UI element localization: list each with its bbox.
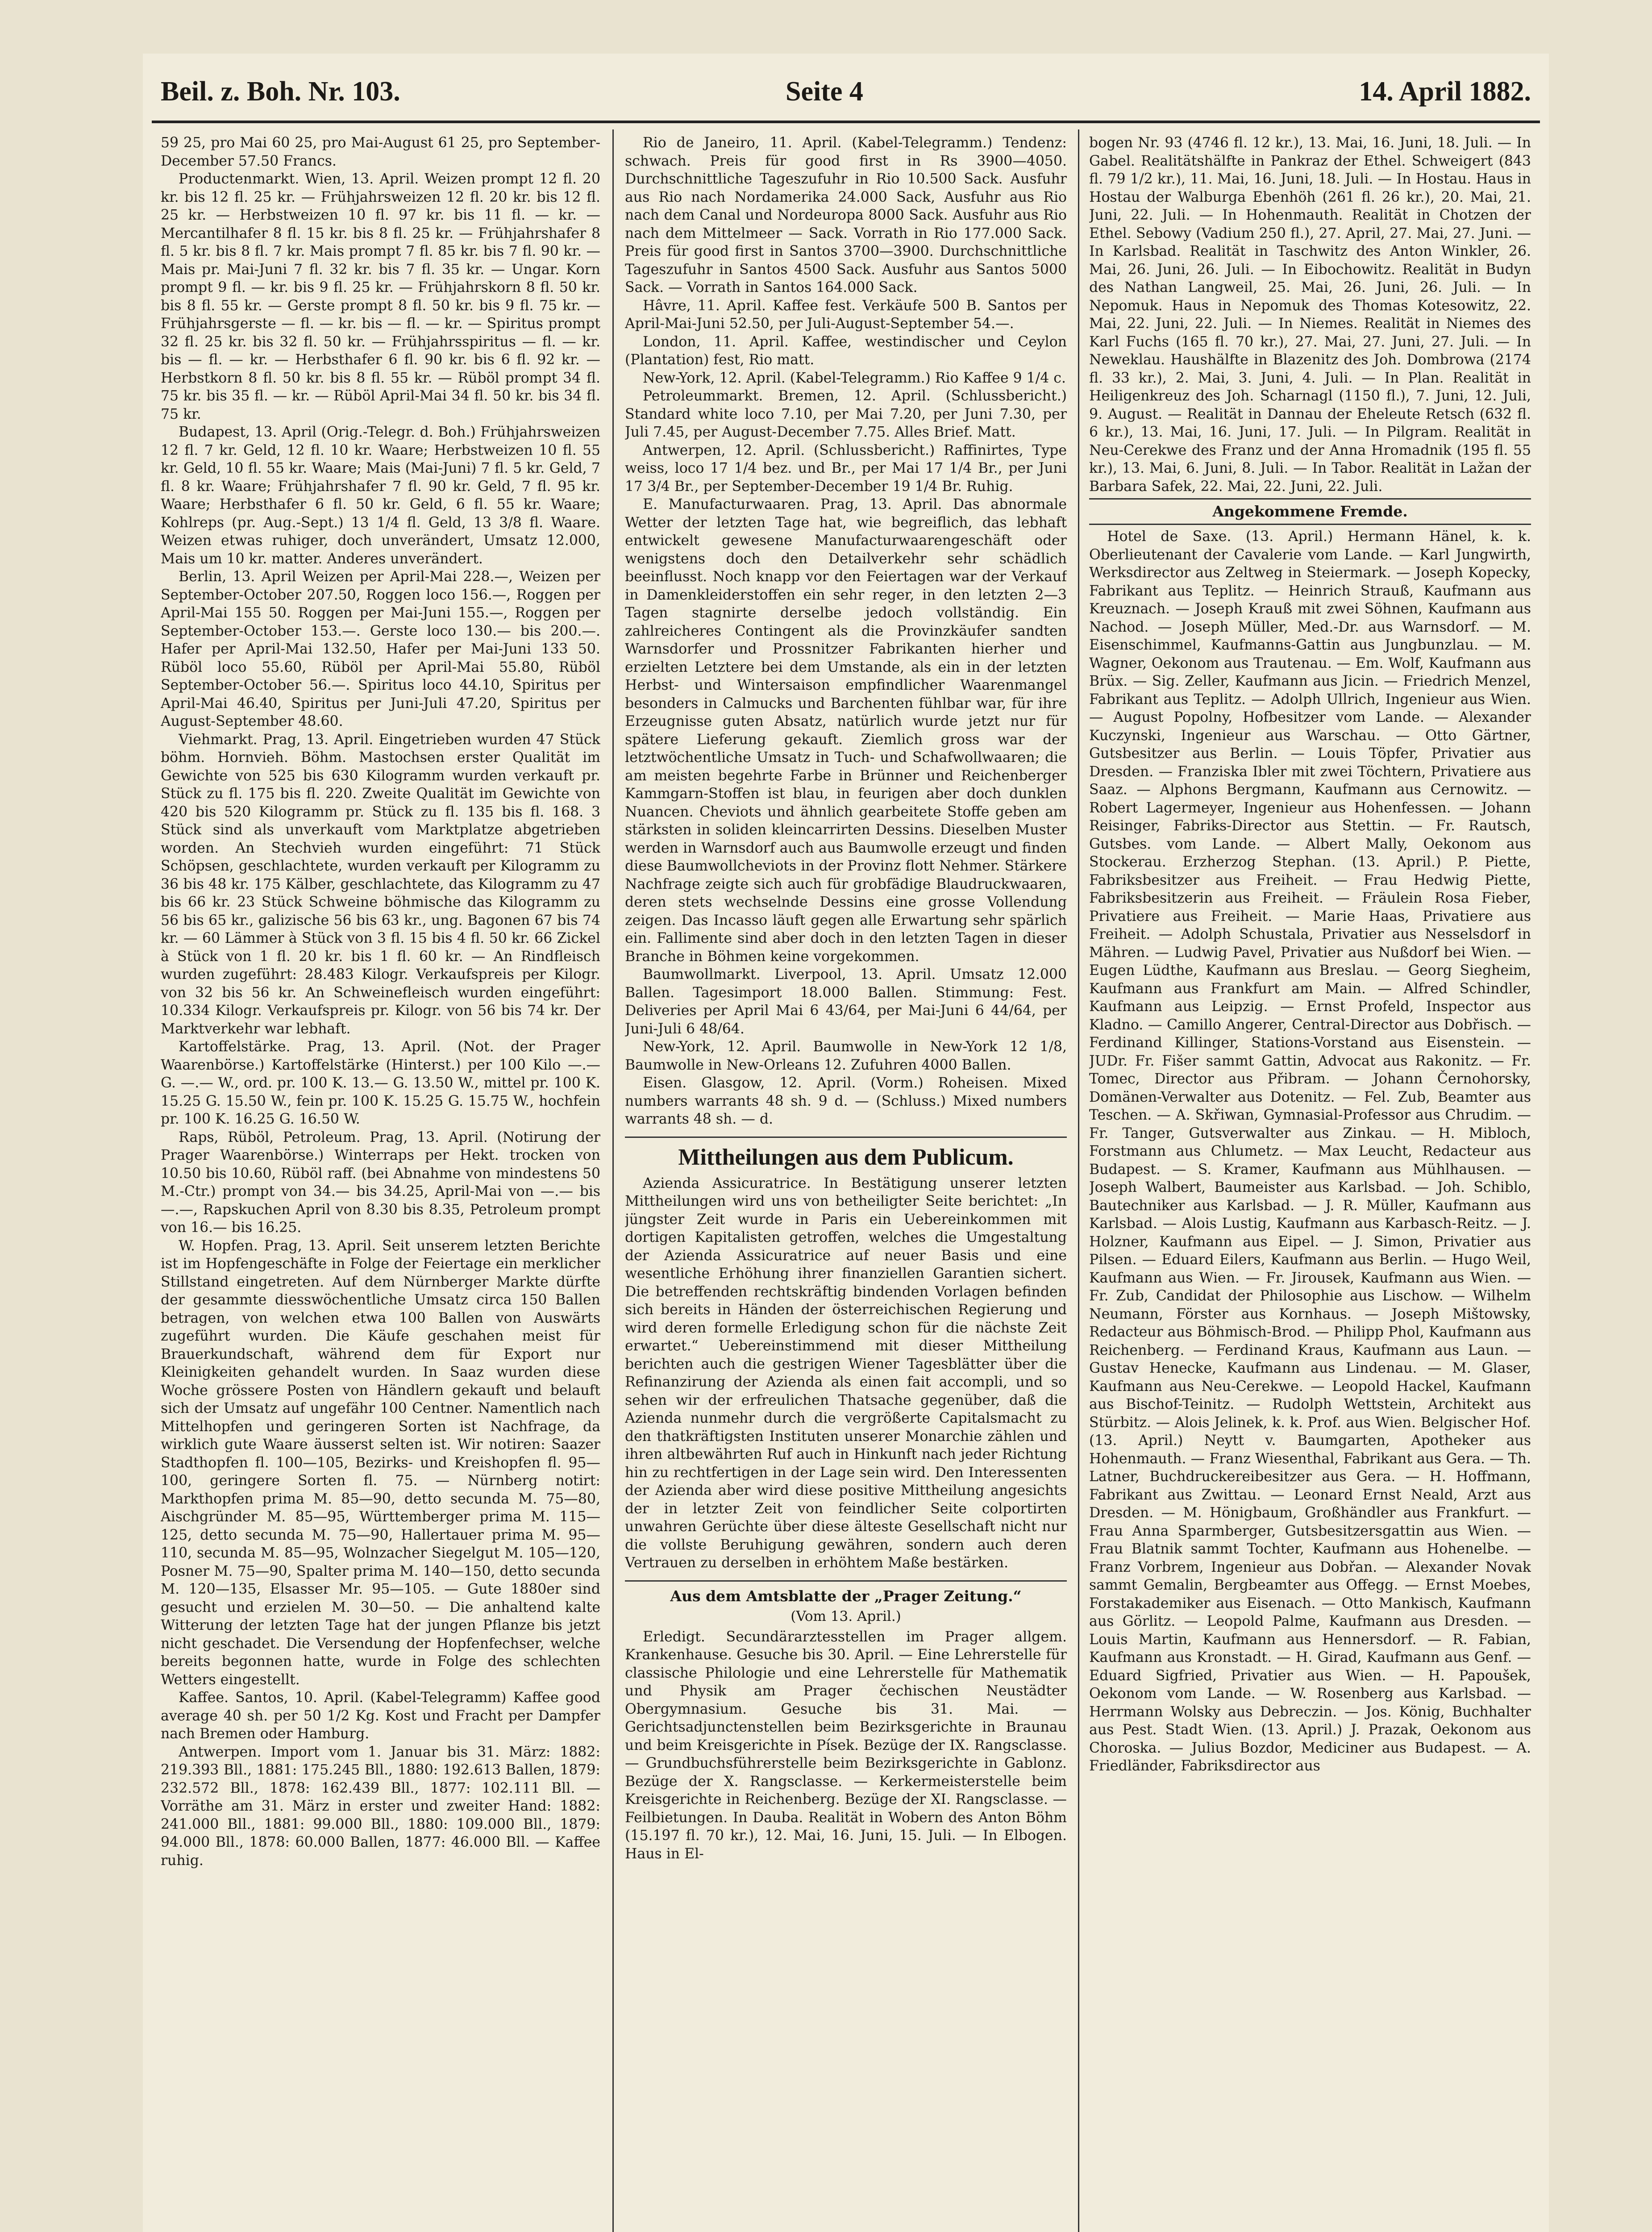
paragraph-kartoffelstaerke: Kartoffelstärke. Prag, 13. April. (Not. der Prager Waarenbörse.) Kartoffelstärke (Hinterst.) per 100 Kilo —.— G. —.— W., ord. pr. 100 K. 13.— G. 13.50 W., mittel pr. 100 K. 15.25 G. 15.50 W., fein pr. 100 K. 15.25 G. 15.75 W., hochfein pr. 100 K. 16.25 G. 16.50 W.	[161, 1039, 600, 1127]
paragraph-wien-products: Productenmarkt. Wien, 13. April. Weizen prompt 12 fl. 20 kr. bis 12 fl. 25 kr. — Frühjahrsweizen 12 fl. 20 kr. bis 12 fl. 25 kr. — Herbstweizen 10 fl. 97 kr. bis 11 fl. — kr. — Mercantilhafer 8 fl. 15 kr. bis 8 fl. 25 kr. — Frühjahrshafer 8 fl. 5 kr. bis 8 fl. 7 kr. Mais prompt 7 fl. 85 kr. bis 7 fl. 90 kr. — Mais pr. Mai-Juni 7 fl. 32 kr. bis 7 fl. 35 kr. — Ungar. Korn prompt 9 fl. — kr. bis 9 fl. 25 kr. — Frühjahrskorn 8 fl. 50 kr. bis 8 fl. 55 kr. — Gerste prompt 8 fl. 50 kr. bis 9 fl. 75 kr. — Frühjahrsgerste — fl. — kr. bis — fl. — kr. — Spiritus prompt 32 fl. 25 kr. bis 32 fl. 50 kr. — Frühjahrsspiritus — fl. — kr. bis — fl. — kr. — Herbsthafer 6 fl. 90 kr. bis 6 fl. 92 kr. — Herbstkorn 8 fl. 50 kr. bis 8 fl. 55 kr. — Rüböl prompt 34 fl. 75 kr. bis 35 fl. — kr. — Rüböl April-Mai 34 fl. 50 kr. bis 34 fl. 75 kr.	[161, 171, 600, 422]
section-rule	[1089, 524, 1531, 525]
paragraph-paris-close: 59 25, pro Mai 60 25, pro Mai-August 61 25, pro September- December 57.50 Francs.	[161, 135, 600, 169]
paragraph-newyork-kaffee: New-York, 12. April. (Kabel-Telegramm.) Rio Kaffee 9 1/4 c.	[643, 370, 1066, 386]
column-1-market-reports	[161, 134, 600, 2232]
paragraph-eisen: Eisen. Glasgow, 12. April. (Vorm.) Roheisen. Mixed numbers warrants 48 sh. 9 d. — (Schluss.) Mixed numbers warrants 48 sh. — d.	[625, 1075, 1067, 1127]
paragraph-london: London, 11. April. Kaffee, westindischer und Ceylon (Plantation) fest, Rio matt.	[625, 333, 1067, 368]
paragraph-manufacturwaaren: E. Manufacturwaaren. Prag, 13. April. Das abnormale Wetter der letzten Tage hat, wie begreiflich, das lebhaft entwickelt gewesene Manufacturwaarengeschäft oder wenigstens doch den Detailverkehr sehr schädlich beeinflusst. Noch knapp vor den Feiertagen war der Verkauf in Damenkleiderstoffen ein sehr reger, in den letzten 2—3 Tagen stagnirte derselbe jedoch vollständig. Ein zahlreicheres Contingent als die Provinzkäufer sandten Warnsdorfer und Prossnitzer Fabrikanten hierher und erzielten Letztere bei dem Umstande, als ein in der letzten Herbst- und Wintersaison empfindlicher Waarenmangel besonders in Calmucks und Barchenten fühlbar war, für ihre Erzeugnisse guten Absatz, natürlich wurde jetzt nur für spätere Lieferung gekauft. Ziemlich gross war der letztwöchentliche Umsatz in Tuch- und Schafwollwaaren; die am meisten begehrte Farbe in Brünner und Reichenberger Kammgarn-Stoffen ist blau, in feurigen aber doch dunklen Nuancen. Cheviots und ähnlich gearbeitete Stoffe geben am stärksten in soliden kleincarrirten Dessins. Dieselben Muster werden in Warnsdorf auch aus Baumwolle erzeugt und finden diese Baumwollcheviots in der Provinz flott Nehmer. Stärkere Nachfrage zeigte sich auch für grobfädige Blaudruckwaaren, deren stets wechselnde Dessins eine grosse Vollendung zeigen. Das Incasso läuft gegen alle Erwartung sehr spärlich ein. Fallimente sind aber doch in den letzten Tagen in dieser Branche in Böhmen keine vorgekommen.	[625, 496, 1067, 965]
column-divider-2	[1078, 129, 1079, 2232]
paragraph-havre: Hâvre, 11. April. Kaffee fest. Verkäufe 500 B. Santos per April-Mai-Juni 52.50, per Juli-August-September 54.—.	[625, 297, 1067, 332]
header-page-number: Seite 4	[786, 76, 863, 107]
header-rule	[152, 121, 1540, 123]
header-supplement-number: Beil. z. Boh. Nr. 103.	[161, 76, 400, 107]
paragraph-antwerpen-import: Antwerpen. Import vom 1. Januar bis 31. März: 1882: 219.393 Bll., 1881: 175.245 Bll., 1880: 192.613 Ballen, 1879: 232.572 Bll., 1878: 162.439 Bll., 1877: 102.111 Bll. — Vorräthe am 31. März in erster und zweiter Hand: 1882: 241.000 Bll., 1881: 99.000 Bll., 1880: 109.000 Bll., 1879: 94.000 Bll., 1878: 60.000 Ballen, 1877: 46.000 Bll. — Kaffee ruhig.	[161, 1744, 600, 1869]
paragraph-raps-rueboel: Raps, Rüböl, Petroleum. Prag, 13. April. (Notirung der Prager Waarenbörse.) Winterraps per Hekt. trocken von 10.50 bis 10.60, Rüböl raff. (bei Abnahme von mindestens 50 M.-Ctr.) prompt von 34.— bis 34.25, April-Mai von —.— bis —.—, Rapskuchen April von 8.30 bis 8.35, Petroleum prompt von 16.— bis 16.25.	[161, 1129, 600, 1236]
paragraph-feilbietungen-cont: bogen Nr. 93 (4746 fl. 12 kr.), 13. Mai, 16. Juni, 18. Juli. — In Gabel. Realitätshälfte in Pankraz der Ethel. Schweigert (843 fl. 79 1/2 kr.), 11. Mai, 16. Juni, 18. Juli. — In Hostau. Haus in Hostau der Walburga Ebenhöh (261 fl. 26 kr.), 20. Mai, 21. Juni, 22. Juli. — In Hohenmauth. Realität in Chotzen der Ethel. Sebowy (Vadium 250 fl.), 27. April, 27. Mai, 27. Juni. — In Karlsbad. Realität in Taschwitz des Anton Winkler, 26. Mai, 26. Juni, 26. Juli. — In Eibochowitz. Realität in Budyn des Nathan Langweil, 25. Mai, 26. Juni, 26. Juli. — In Nepomuk. Haus in Nepomuk des Thomas Kotesowitz, 22. Mai, 22. Juni, 22. Juli. — In Niemes. Realität in Niemes des Karl Fuchs (165 fl. 70 kr.), 27. Mai, 27. Juni, 27. Juli. — In Neweklau. Haushälfte in Blazenitz des Joh. Dombrowa (2174 fl. 33 kr.), 2. Mai, 3. Juni, 4. Juli. — In Plan. Realität in Heiligenkreuz des Joh. Scharnagl (1150 fl.), 7. Juni, 12. Juli, 9. August. — Realität in Dannau der Eheleute Retsch (632 fl. 6 kr.), 13. Mai, 16. Juni, 17. Juli. — In Pilgram. Realität in Neu-Cerekwe des Franz und der Anna Hromadnik (195 fl. 55 kr.), 13. Mai, 6. Juni, 8. Juli. — In Tabor. Realität in Lažan der Barbara Safek, 22. Mai, 22. Juni, 22. Juli.	[1089, 135, 1531, 495]
section-rule	[1089, 498, 1531, 500]
page-header	[143, 62, 1549, 116]
paragraph-budapest: Budapest, 13. April (Orig.-Telegr. d. Boh.) Frühjahrsweizen 12 fl. 7 kr. Geld, 12 fl. 10 kr. Waare; Herbstweizen 10 fl. 55 kr. Geld, 10 fl. 55 kr. Waare; Mais (Mai-Juni) 7 fl. 5 kr. Geld, 7 fl. 8 kr. Waare; Frühjahrshafer 7 fl. 90 kr. Geld, 7 fl. 95 kr. Waare; Herbsthafer 6 fl. 50 kr. Geld, 6 fl. 55 kr. Waare; Kohlreps (pr. Aug.-Sept.) 13 1/4 fl. Geld, 13 3/8 fl. Waare. Weizen etwas ruhiger, doch unverändert, Umsatz 12.000, Mais um 10 kr. matter. Anderes unverändert.	[161, 424, 600, 567]
section-rule	[625, 1580, 1067, 1582]
paragraph-azienda: Azienda Assicuratrice. In Bestätigung unserer letzten Mittheilungen wird uns von betheiligter Seite berichtet: „In jüngster Zeit wurde in Paris ein Uebereinkommen mit dortigen Kapitalisten getroffen, welches die Umgestaltung der Azienda Assicuratrice auf neuer Basis und eine wesentliche Erhöhung ihrer finanziellen Garantien sichert. Die betreffenden rechtskräftig bindenden Vorlagen befinden sich bereits in Händen der österreichischen Regierung und wird deren formelle Erledigung schon für die nächste Zeit erwartet.“ Uebereinstimmend mit dieser Mittheilung berichten auch die gestrigen Wiener Tagesblätter über die Refinanzirung der Azienda als einen fait accompli, und so sehen wir der erfreulichen Thatsache gegenüber, daß die Azienda nunmehr durch die vergrößerte Capitalsmacht zu den thatkräftigsten Instituten unserer Monarchie zählen und ihren altbewährten Ruf auch in Hinkunft nach jeder Richtung hin zu rechtfertigen in der Lage sein wird. Den Interessenten der Azienda aber wird diese positive Mittheilung angesichts der in letzter Zeit von feindlicher Seite colportirten unwahren Gerüchte über diese älteste Gesellschaft nicht nur die vollste Beruhigung gewähren, sondern auch deren Vertrauen zu derselben in erhöhtem Maße bestärken.	[625, 1175, 1067, 1571]
section-title-fremde: Angekommene Fremde.	[1212, 503, 1408, 520]
column-2-market-and-notices	[625, 134, 1067, 2232]
paragraph-amtsblatt: Erledigt. Secundärarztesstellen im Prager allgem. Krankenhause. Gesuche bis 30. April. — Eine Lehrerstelle für classische Philologie und eine Lehrerstelle für Mathematik und Physik am Prager čechischen Neustädter Obergymnasium. Gesuche bis 31. Mai. — Gerichtsadjunctenstellen beim Bezirksgerichte in Braunau und beim Kreisgerichte in Písek. Bezüge der IX. Rangsclasse. — Grundbuchsführerstelle beim Bezirksgerichte in Gablonz. Bezüge der X. Rangsclasse. — Kerkermeisterstelle beim Kreisgerichte in Reichenberg. Bezüge der XI. Rangsclasse. — Feilbietungen. In Dauba. Realität in Wobern des Anton Böhm (15.197 fl. 70 kr.), 12. Mai, 16. Juni, 15. Juli. — In Elbogen. Haus in El-	[625, 1628, 1067, 1862]
paragraph-viehmarkt: Viehmarkt. Prag, 13. April. Eingetrieben wurden 47 Stück böhm. Hornvieh. Böhm. Mastochsen erster Qualität im Gewichte von 525 bis 630 Kilogramm wurden verkauft pr. Stück zu fl. 175 bis fl. 220. Zweite Qualität im Gewichte von 420 bis 520 Kilogramm pr. Stück zu fl. 135 bis fl. 168. 3 Stück sind als unverkauft vom Marktplatze abgetrieben worden. An Stechvieh wurden eingeführt: 71 Stück Schöpsen, geschlachtete, wurden verkauft per Kilogramm zu 36 bis 48 kr. 175 Kälber, geschlachtete, das Kilogramm zu 47 bis 66 kr. 23 Stück Schweine böhmische das Kilogramm zu 56 bis 65 kr., galizische 56 bis 63 kr., ung. Bagonen 67 bis 74 kr. — 60 Lämmer à Stück von 3 fl. 15 bis 4 fl. 50 kr. 66 Zickel à Stück von 1 fl. 20 kr. bis 1 fl. 60 kr. — An Rindfleisch wurden zugeführt: 28.483 Kilogr. Verkaufspreis per Kilogr. von 32 bis 56 kr. An Schweinefleisch wurden eingeführt: 10.334 Kilogr. Verkaufspreis pr. Kilogr. von 56 bis 74 kr. Der Marktverkehr war lebhaft.	[161, 731, 600, 1037]
section-title-amtsblatt: Aus dem Amtsblatte der „Prager Zeitung.“	[670, 1587, 1022, 1605]
paragraph-berlin: Berlin, 13. April Weizen per April-Mai 228.—, Weizen per September-October 207.50, Roggen loco 156.—, Roggen per April-Mai 155 50. Roggen per Mai-Juni 155.—, Roggen per September-October 153.—. Gerste loco 130.— bis 200.—. Hafer per April-Mai 132.50, Hafer per Mai-Juni 133 50. Rüböl loco 55.60, Rüböl per April-Mai 55.80, Rüböl September-October 56.—. Spiritus loco 44.10, Spiritus per April-Mai 46.40, Spiritus per Juni-Juli 47.20, Spiritus per August-September 48.60.	[161, 569, 600, 729]
header-date: 14. April 1882.	[1359, 76, 1531, 107]
paragraph-fremde: Hotel de Saxe. (13. April.) Hermann Hänel, k. k. Oberlieutenant der Cavalerie vom Lande. — Karl Jungwirth, Werksdirector aus Zeltweg in Steiermark. — Joseph Kopecky, Fabrikant aus Teplitz. — Heinrich Strauß, Kaufmann aus Kreuznach. — Joseph Krauß mit zwei Söhnen, Kaufmann aus Nachod. — Joseph Müller, Med.-Dr. aus Warnsdorf. — M. Eisenschimmel, Kaufmanns-Gattin aus Jungbunzlau. — M. Wagner, Oekonom aus Trautenau. — Em. Wolf, Kaufmann aus Brüx. — Sig. Zeller, Kaufmann aus Jicin. — Friedrich Menzel, Fabrikant aus Teplitz. — Adolph Ullrich, Ingenieur aus Wien. — August Popolny, Hofbesitzer vom Lande. — Alexander Kuczynski, Ingenieur aus Warschau. — Otto Gärtner, Gutsbesitzer aus Berlin. — Louis Töpfer, Privatier aus Dresden. — Franziska Ibler mit zwei Töchtern, Privatiere aus Saaz. — Alphons Bergmann, Kaufmann aus Cernowitz. — Robert Lagermeyer, Ingenieur aus Hohenfessen. — Johann Reisinger, Fabriks-Director aus Stettin. — Fr. Rautsch, Gutsbes. vom Lande. — Albert Mally, Oekonom aus Stockerau. Erzherzog Stephan. (13. April.) P. Piette, Fabriksbesitzer aus Freiheit. — Frau Hedwig Piette, Fabriksbesitzerin aus Freiheit. — Fräulein Rosa Fieber, Privatiere aus Freiheit. — Marie Haas, Privatiere aus Freiheit. — Adolph Schustala, Privatier aus Nesselsdorf in Mähren. — Ludwig Pavel, Privatier aus Nußdorf bei Wien. — Eugen Lüdthe, Kaufmann aus Breslau. — Georg Siegheim, Kaufmann aus Frankfurt am Main. — Alfred Schindler, Kaufmann aus Leipzig. — Ernst Profeld, Inspector aus Kladno. — Camillo Angerer, Central-Director aus Dobřisch. — Ferdinand Killinger, Stations-Vorstand aus Eisenstein. — JUDr. Fr. Fišer sammt Gattin, Advocat aus Rakonitz. — Fr. Tomec, Director aus Přibram. — Johann Černohorsky, Domänen-Verwalter aus Dotenitz. — Fel. Zub, Beamter aus Teschen. — A. Skřiwan, Gymnasial-Professor aus Chrudim. — Fr. Tanger, Gutsverwalter aus Zinkau. — H. Mibloch, Forstmann aus Chlumetz. — Max Leucht, Redacteur aus Budapest. — S. Kramer, Kaufmann aus Mühlhausen. — Joseph Walbert, Baumeister aus Karlsbad. — Joh. Schiblo, Bautechniker aus Karlsbad. — J. R. Müller, Kaufmann aus Karlsbad. — Alois Lustig, Kaufmann aus Karbasch-Reitz. — J. Holzner, Kaufmann aus Eipel. — J. Simon, Privatier aus Pilsen. — Eduard Eilers, Kaufmann aus Berlin. — Hugo Weil, Kaufmann aus Wien. — Fr. Jirousek, Kaufmann aus Wien. — Fr. Zub, Candidat der Philosophie aus Lischow. — Wilhelm Neumann, Förster aus Kornhaus. — Joseph Mištowsky, Redacteur aus Böhmisch-Brod. — Philipp Phol, Kaufmann aus Reichenberg. — Ferdinand Kraus, Kaufmann aus Laun. — Gustav Henecke, Kaufmann aus Lindenau. — M. Glaser, Kaufmann aus Neu-Cerekwe. — Leopold Hackel, Kaufmann aus Bischof-Teinitz. — Rudolph Wettstein, Architekt aus Stürbitz. — Alois Jelinek, k. k. Prof. aus Wien. Belgischer Hof. (13. April.) Neytt v. Baumgarten, Apotheker aus Hohenmauth. — Franz Wiesenthal, Fabrikant aus Gera. — Th. Latner, Buchdruckereibesitzer aus Gera. — H. Hoffmann, Fabrikant aus Zwittau. — Leonard Ernst Neald, Arzt aus Dresden. — M. Hönigbaum, Großhändler aus Frankfurt. — Frau Anna Sparmberger, Gutsbesitzersgattin aus Wien. — Frau Blatnik sammt Tochter, Kaufmann aus Hohenelbe. — Franz Vorbrem, Ingenieur aus Dobřan. — Alexander Novak sammt Gemalin, Bergbeamter aus Offegg. — Ernst Moebes, Forstakademiker aus Eisenach. — Otto Mankisch, Kaufmann aus Görlitz. — Leopold Palme, Kaufmann aus Dresden. — Louis Martin, Kaufmann aus Hennersdorf. — R. Fabian, Kaufmann aus Kronstadt. — H. Girad, Kaufmann aus Genf. — Eduard Sigfried, Privatier aus Wien. — H. Papoušek, Oekonom vom Lande. — W. Rosenberg aus Karlsbad. — Herrmann Wolsky aus Debreczin. — Jos. König, Buchhalter aus Pest. Stadt Wien. (13. April.) J. Prazak, Oekonom aus Choroska. — Julius Bozdor, Mediciner aus Budapest. — A. Friedländer, Fabriksdirector aus	[1089, 529, 1531, 1774]
paragraph-antwerpen-petroleum: Antwerpen, 12. April. (Schlussbericht.) Raffinirtes, Type weiss, loco 17 1/4 bez. und Br., per Mai 17 1/4 Br., per Juni 17 3/4 Br., per September-December 19 1/4 Br. Ruhig.	[625, 442, 1067, 495]
column-3-auctions-and-guests	[1089, 134, 1531, 2232]
section-rule	[625, 1137, 1067, 1138]
newspaper-page	[143, 54, 1549, 2232]
paragraph-baumwolle-liverpool: Baumwollmarkt. Liverpool, 13. April. Umsatz 12.000 Ballen. Tagesimport 18.000 Ballen. Stimmung: Fest. Deliveries per April Mai 6 43/64, per Mai-Juni 6 44/64, per Juni-Juli 6 48/64.	[625, 966, 1067, 1037]
paragraph-rio: Rio de Janeiro, 11. April. (Kabel-Telegramm.) Tendenz: schwach. Preis für good first in Rs 3900—4050. Durchschnittliche Tageszufuhr in Rio 10.500 Sack. Ausfuhr aus Rio nach Nordamerika 24.000 Sack, Ausfuhr aus Rio nach dem Canal und Nordeuropa 8000 Sack. Ausfuhr aus Rio nach dem Mittelmeer — Sack. Vorrath in Rio 177.000 Sack. Preis für good first in Santos 3700—3900. Durchschnittliche Tageszufuhr in Santos 4500 Sack. Ausfuhr aus Santos 5000 Sack. — Vorrath in Santos 164.000 Sack.	[625, 135, 1067, 296]
section-title-mittheilungen: Mittheilungen aus dem Publicum.	[678, 1144, 1014, 1170]
paragraph-petroleum: Petroleummarkt. Bremen, 12. April. (Schlussbericht.) Standard white loco 7.10, per Mai 7.20, per Juni 7.30, per Juli 7.45, per August-December 7.75. Alles Brief. Matt.	[625, 388, 1067, 440]
paragraph-hopfen: W. Hopfen. Prag, 13. April. Seit unserem letzten Berichte ist im Hopfengeschäfte in Folge der Feiertage ein merklicher Stillstand eingetreten. Auf dem Nürnberger Markte dürfte der gesammte diesswöchentliche Umsatz circa 150 Ballen betragen, von welchen etwa 100 Ballen von Auswärts zugeführt wurden. Die Käufe geschahen meist für Brauerkundschaft, während dem für Export nur Kleinigkeiten gehandelt wurden. In Saaz wurden diese Woche grössere Posten von Händlern gekauft und belauft sich der Umsatz auf ungefähr 100 Centner. Namentlich nach Mittelhopfen und geringeren Sorten ist Nachfrage, da wirklich gute Waare äusserst selten ist. Wir notiren: Saazer Stadthopfen fl. 100—105, Bezirks- und Kreishopfen fl. 95—100, geringere Sorten fl. 75. — Nürnberg notirt: Markthopfen prima M. 85—90, detto secunda M. 75—80, Aischgründer M. 85—95, Württemberger prima M. 115—125, detto secunda M. 75—90, Hallertauer prima M. 95—110, secunda M. 85—95, Wolnzacher Siegelgut M. 105—120, Posner M. 75—90, Spalter prima M. 140—150, detto secunda M. 120—135, Elsasser Mr. 95—105. — Gute 1880er sind gesucht und erzielen M. 30—50. — Die anhaltend kalte Witterung der letzten Tage hat der jungen Pflanze bis jetzt nicht geschadet. Die Versendung der Hopfenfechser, welche bereits begonnen hatte, wurde in Folge des schlechten Wetters eingestellt.	[161, 1237, 600, 1688]
paragraph-kaffee-santos: Kaffee. Santos, 10. April. (Kabel-Telegramm) Kaffee good average 40 sh. per 50 1/2 Kg. Kost und Fracht per Dampfer nach Bremen oder Hamburg.	[161, 1690, 600, 1742]
paragraph-baumwolle-newyork: New-York, 12. April. Baumwolle in New-York 12 1/8, Baumwolle in New-Orleans 12. Zufuhren 4000 Ballen.	[625, 1039, 1067, 1073]
section-date-amtsblatt: (Vom 13. April.)	[791, 1608, 901, 1624]
column-divider-1	[612, 129, 614, 2232]
